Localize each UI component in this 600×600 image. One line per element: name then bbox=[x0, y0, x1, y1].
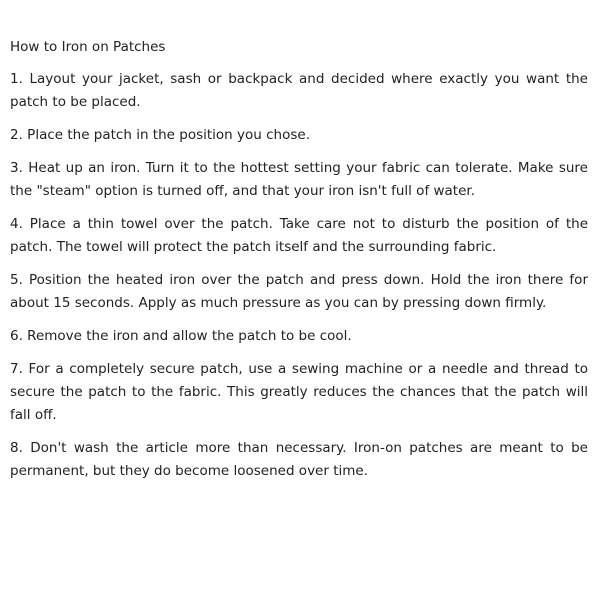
step-6: 6. Remove the iron and allow the patch to be cool. bbox=[10, 328, 352, 344]
step-1: 1. Layout your jacket, sash or backpack and decided where exactly you want the patch to be placed. bbox=[10, 71, 588, 110]
step-2: 2. Place the patch in the position you chose. bbox=[10, 127, 310, 143]
step-8: 8. Don't wash the article more than necessary. Iron-on patches are meant to be permanent, but they do become loosened over time. bbox=[10, 440, 588, 479]
step-5: 5. Position the heated iron over the patch and press down. Hold the iron there for about 15 seconds. Apply as much pressure as you can by pressing down firmly. bbox=[10, 272, 588, 311]
step-4: 4. Place a thin towel over the patch. Take care not to disturb the position of the patch. The towel will protect the patch itself and the surrounding fabric. bbox=[10, 216, 588, 255]
step-7: 7. For a completely secure patch, use a sewing machine or a needle and thread to secure the patch to the fabric. This greatly reduces the chances that the patch will fall off. bbox=[10, 361, 588, 423]
document-title: How to Iron on Patches bbox=[10, 39, 166, 55]
step-3: 3. Heat up an iron. Turn it to the hottest setting your fabric can tolerate. Make sure the "steam" option is turned off, and that your iron isn't full of water. bbox=[10, 160, 588, 199]
instructions-document bbox=[10, 36, 588, 493]
